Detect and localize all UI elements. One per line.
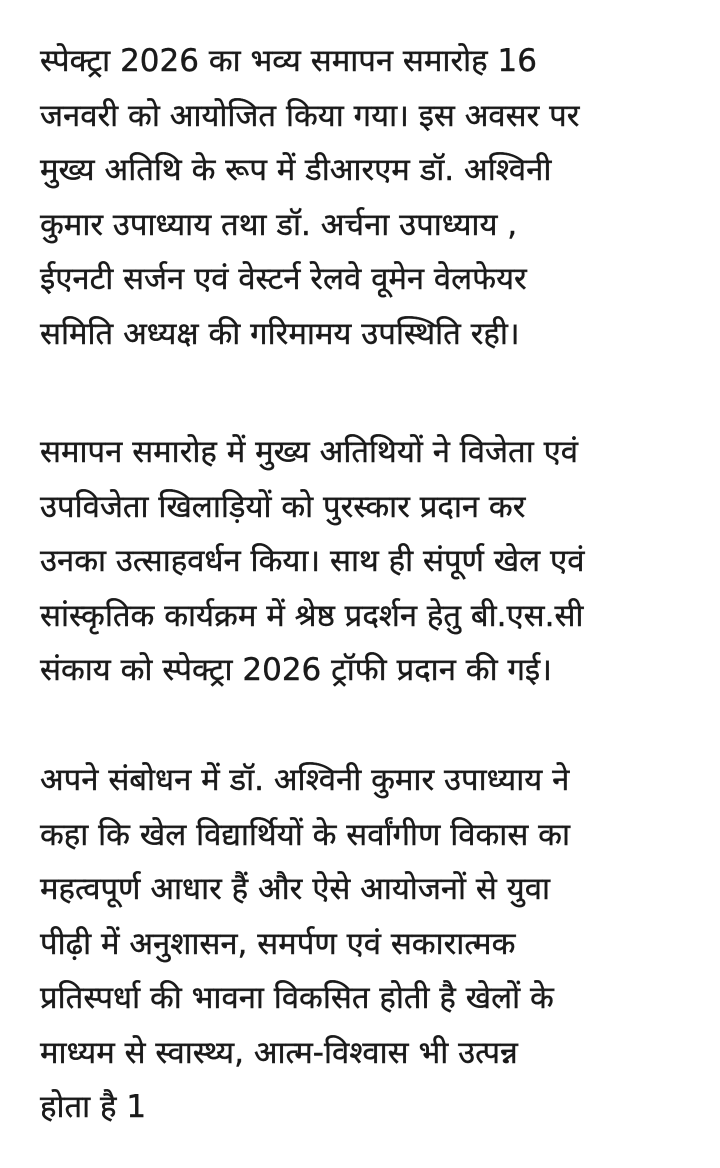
- paragraph-1: [40, 34, 700, 361]
- paragraph-1-line-6: समिति अध्यक्ष की गरिमामय उपस्थिति रही।: [40, 315, 520, 352]
- paragraph-3-line-6: माध्यम से स्वास्थ्य, आत्म-विश्वास भी उत्पन्न: [40, 1034, 518, 1071]
- paragraph-2-line-4: सांस्कृतिक कार्यक्रम में श्रेष्ठ प्रदर्शन हेतु बी.एस.सी: [40, 597, 584, 634]
- paragraph-1-line-3: मुख्य अतिथि के रूप में डीआरएम डॉ. अश्विनी: [40, 152, 552, 188]
- paragraph-2-line-3: उनका उत्साहवर्धन किया। साथ ही संपूर्ण खेल एवं: [40, 543, 585, 579]
- paragraph-2-line-2: उपविजेता खिलाड़ियों को पुरस्कार प्रदान कर: [40, 488, 526, 525]
- paragraph-3-line-2: कहा कि खेल विद्यार्थियों के सर्वांगीण विकास का: [40, 816, 570, 853]
- paragraph-3: [40, 753, 700, 1135]
- paragraph-3-line-1: अपने संबोधन में डॉ. अश्विनी कुमार उपाध्याय ने: [40, 762, 570, 798]
- paragraph-2-line-5: संकाय को स्पेक्ट्रा 2026 ट्रॉफी प्रदान की गई।: [40, 652, 552, 688]
- paragraph-1-line-1: स्पेक्ट्रा 2026 का भव्य समापन समारोह 16: [40, 43, 537, 79]
- paragraph-1-line-4: कुमार उपाध्याय तथा डॉ. अर्चना उपाध्याय ,: [40, 206, 518, 243]
- paragraph-3-line-4: पीढ़ी में अनुशासन, समर्पण एवं सकारात्मक: [40, 925, 516, 962]
- paragraph-3-line-7: होता है 1: [40, 1089, 147, 1125]
- paragraph-1-line-5: ईएनटी सर्जन एवं वेस्टर्न रेलवे वूमेन वेलफेयर: [40, 261, 527, 297]
- paragraph-2: [40, 425, 700, 698]
- paragraph-3-line-3: महत्वपूर्ण आधार हैं और ऐसे आयोजनों से युवा: [40, 871, 550, 907]
- paragraph-2-line-1: समापन समारोह में मुख्य अतिथियों ने विजेता एवं: [40, 434, 578, 470]
- paragraph-1-line-2: जनवरी को आयोजित किया गया। इस अवसर पर: [40, 97, 580, 134]
- paragraph-3-line-5: प्रतिस्पर्धा की भावना विकसित होती है खेलों के: [40, 980, 554, 1016]
